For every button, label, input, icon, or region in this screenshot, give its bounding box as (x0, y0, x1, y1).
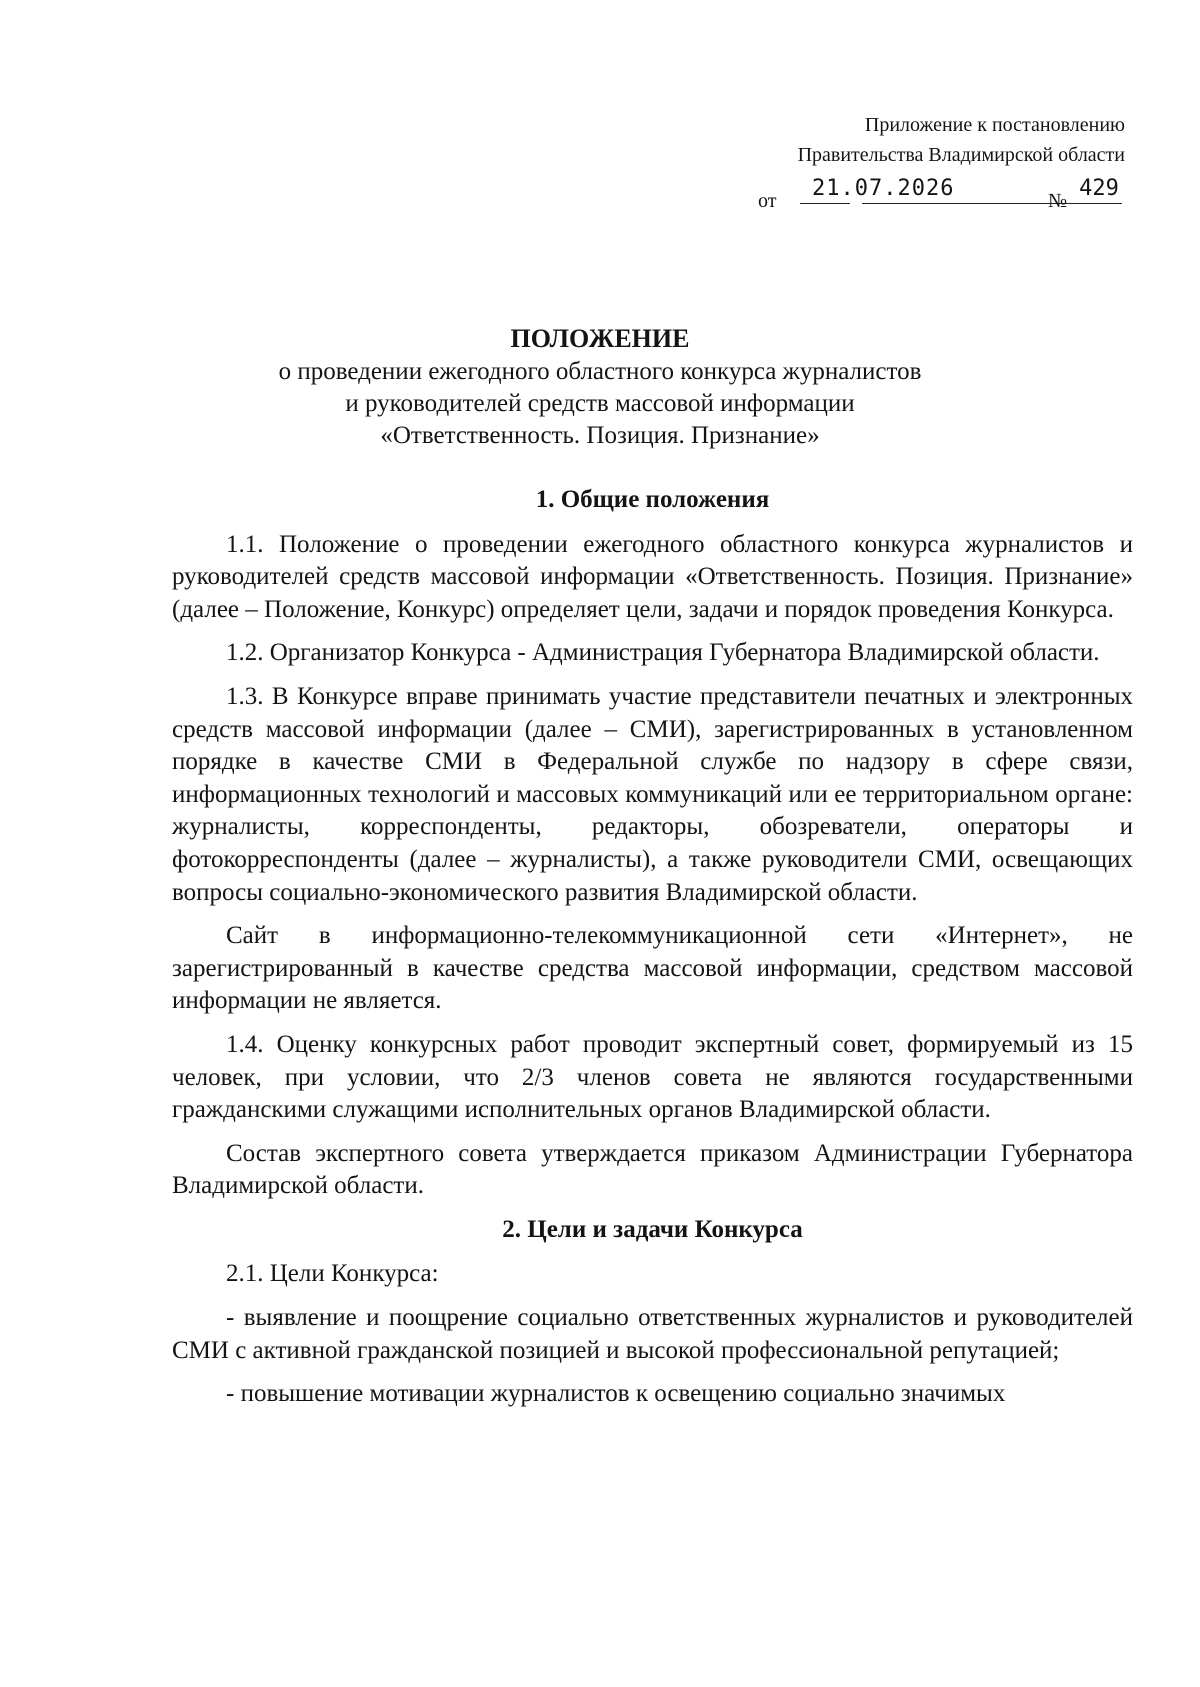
from-label: от (758, 190, 777, 212)
document-body (172, 484, 1133, 1411)
document-title: ПОЛОЖЕНИЕ (510, 324, 690, 353)
goal-item-1: - выявление и поощрение социально ответственных журналистов и руководителей СМИ с активной гражданской позицией и высокой профессиональной репутацией; (172, 1304, 1133, 1364)
goal-item-2: - повышение мотивации журналистов к освещению социально значимых (226, 1380, 1006, 1408)
paragraph-1-1: 1.1. Положение о проведении ежегодного областного конкурса журналистов и руководителей средств массовой информации «Ответственность. Позиция. Признание» (далее – Положение, Конкурс) определяет цели, задачи и порядок проведения Конкурса. (172, 530, 1133, 623)
section-2-heading: 2. Цели и задачи Конкурса (502, 1215, 803, 1243)
paragraph-1-2: 1.2. Организатор Конкурса - Администрация Губернатора Владимирской области. (226, 639, 1100, 667)
decree-number: 429 (1076, 176, 1122, 204)
attachment-note (798, 110, 1125, 170)
subtitle-line-1: о проведении ежегодного областного конкурса журналистов (278, 358, 922, 385)
attachment-line-2: Правительства Владимирской области (797, 144, 1125, 166)
number-label: № (1048, 190, 1068, 212)
document-heading (150, 322, 1050, 452)
section-1-heading: 1. Общие положения (535, 486, 770, 513)
paragraph-1-3: 1.3. В Конкурсе вправе принимать участие представители печатных и электронных средств массовой информации (далее – СМИ), зарегистрированных в установленном порядке в качестве СМИ в Федеральной службе по надзору в сфере связи, информационных технологий и массовых коммуникаций или ее территориальном органе: журналисты, корреспонденты, редакторы, обозреватели, операторы и фотокорреспонденты (далее – журналисты), а также руководители СМИ, освещающих вопросы социально-экономического развития Владимирской области. (172, 682, 1133, 906)
decree-reference (758, 176, 1128, 216)
subtitle-line-3: «Ответственность. Позиция. Признание» (380, 422, 820, 449)
paragraph-1-4: 1.4. Оценку конкурсных работ проводит экспертный совет, формируемый из 15 человек, при условии, что 2/3 членов совета не являются государственными гражданскими служащими исполнительных органов Владимирской области. (172, 1030, 1133, 1124)
paragraph-council: Состав экспертного совета утверждается приказом Администрации Губернатора Владимирской области. (172, 1139, 1133, 1200)
attachment-line-1: Приложение к постановлению (864, 114, 1125, 136)
decree-date: 21.07.2026 (800, 176, 1090, 204)
paragraph-2-1: 2.1. Цели Конкурса: (226, 1260, 439, 1288)
subtitle-line-2: и руководителей средств массовой информации (345, 390, 855, 417)
paragraph-site: Сайт в информационно-телекоммуникационной сети «Интернет», не зарегистрированный в качестве средства массовой информации, средством массовой информации не является. (172, 922, 1133, 1015)
